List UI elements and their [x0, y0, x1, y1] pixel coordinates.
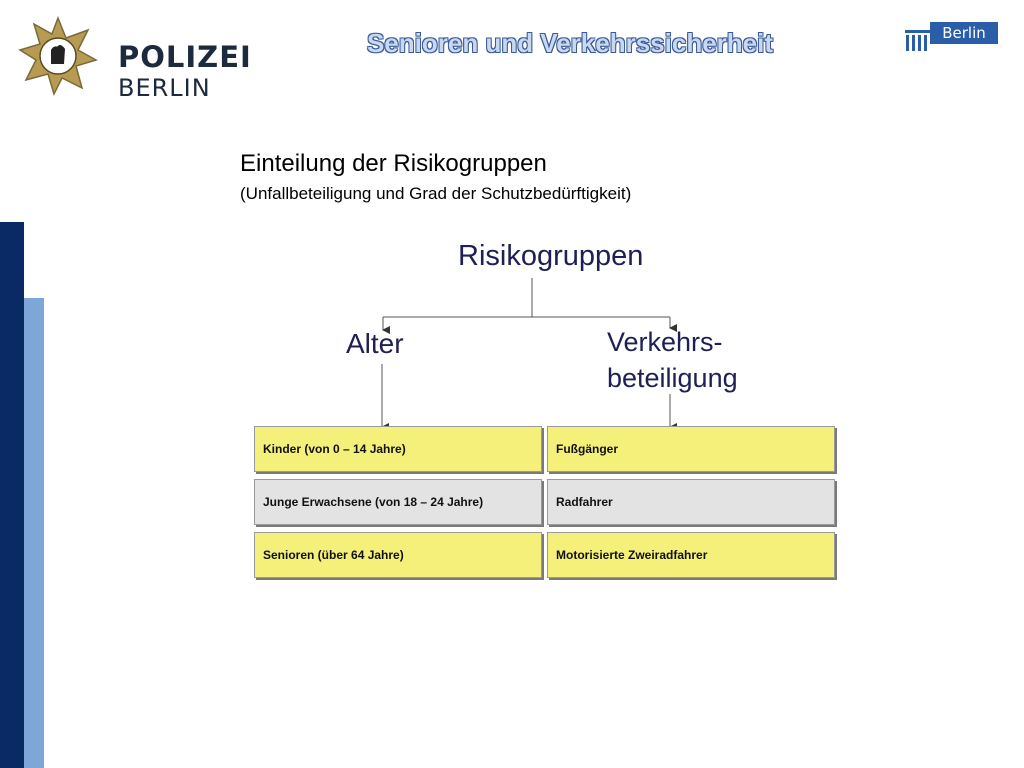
risk-box-junge-erwachsene: Junge Erwachsene (von 18 – 24 Jahre) — [254, 479, 542, 525]
branch-label-line2: beteiligung — [607, 363, 738, 393]
risk-box-senioren: Senioren (über 64 Jahre) — [254, 532, 542, 578]
branch-label-verkehrsbeteiligung — [607, 324, 738, 396]
branch-label-line1: Verkehrs- — [607, 327, 723, 357]
header-title: Senioren und Verkehrssicherheit — [366, 28, 774, 58]
berlin-logo-text: Berlin — [930, 22, 998, 44]
logo-text-berlin: BERLIN — [118, 74, 211, 102]
risk-box-fussgaenger: Fußgänger — [547, 426, 835, 472]
slide-heading: Einteilung der Risikogruppen — [240, 150, 547, 177]
risk-box-radfahrer: Radfahrer — [547, 479, 835, 525]
logo-text-polizei: POLIZEI — [118, 40, 252, 74]
branch-label-alter: Alter — [346, 328, 404, 359]
slide-subheading: (Unfallbeteiligung und Grad der Schutzbedürftigkeit) — [240, 184, 632, 203]
risk-box-kinder: Kinder (von 0 – 14 Jahre) — [254, 426, 542, 472]
diagram-root-label: Risikogruppen — [458, 240, 644, 272]
risk-box-motorisierte-zweiradfahrer: Motorisierte Zweiradfahrer — [547, 532, 835, 578]
